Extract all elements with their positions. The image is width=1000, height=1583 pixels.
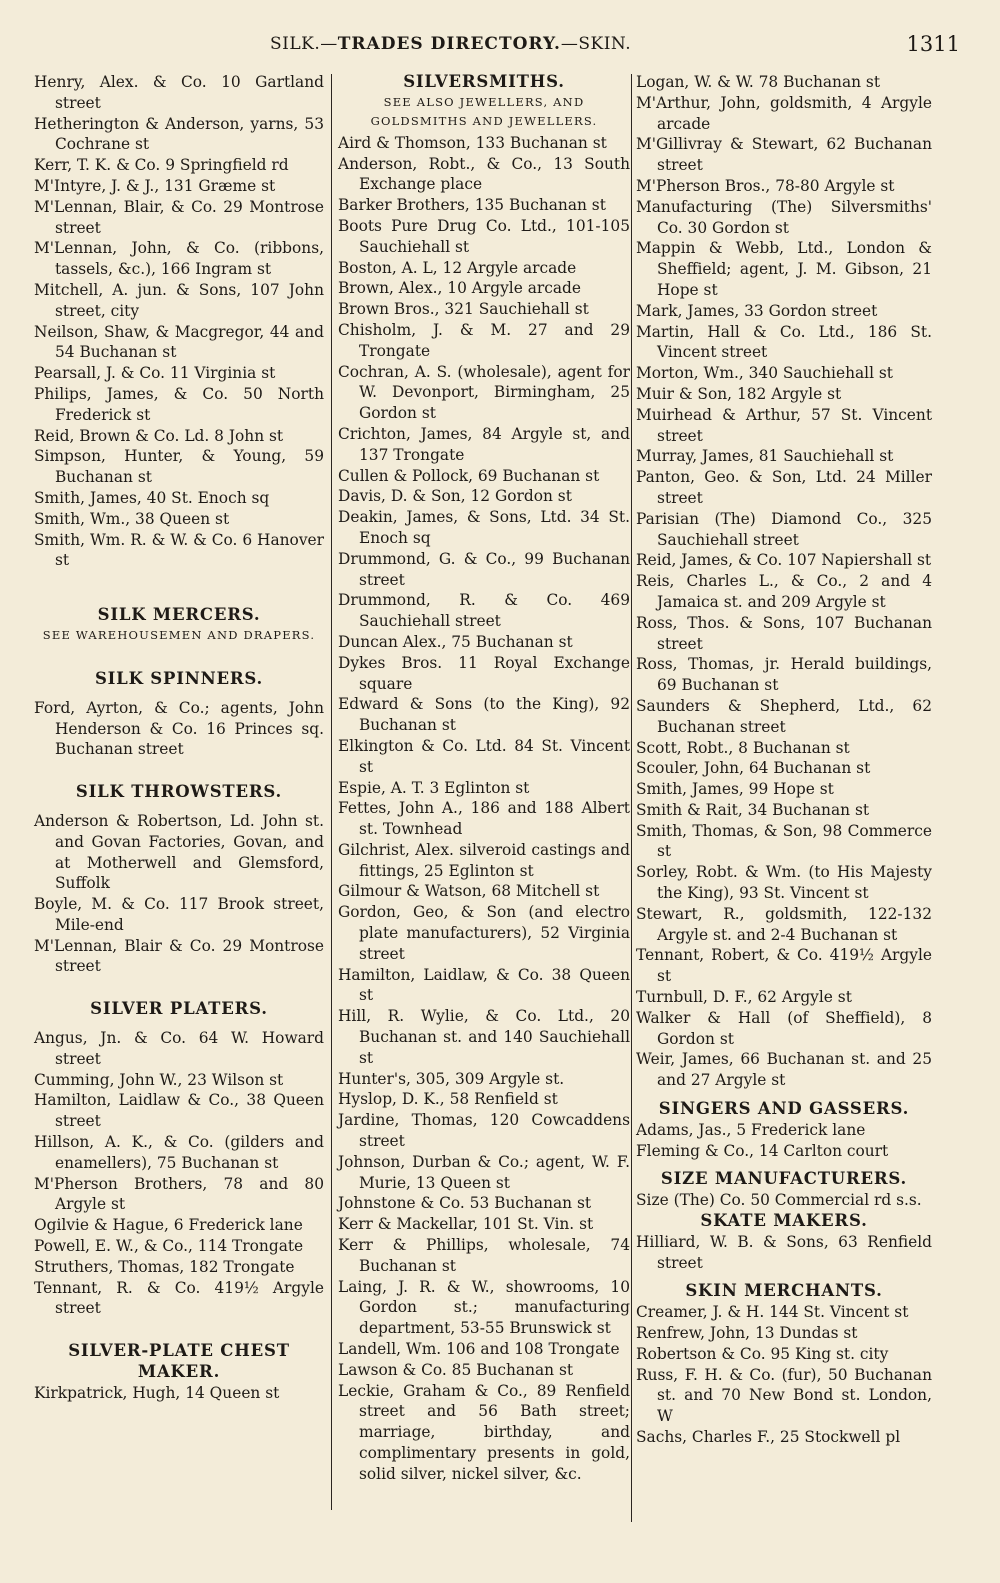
directory-entry: Chisholm, J. & M. 27 and 29 Trongate [338,320,630,360]
see-also-note: SEE ALSO JEWELLERS, AND GOLDSMITHS AND JEWELLERS. [370,94,598,128]
directory-entry: M'Gillivray & Stewart, 62 Buchanan street [636,135,932,175]
directory-entry: Robertson & Co. 95 King st. city [636,1344,889,1363]
directory-entry: Smith & Rait, 34 Buchanan st [636,800,870,819]
directory-entry: Mappin & Webb, Ltd., London & Sheffield; agent, J. M. Gibson, 21 Hope st [636,239,932,299]
silver-plate-chest-list [34,1383,324,1404]
directory-entry: Ogilvie & Hague, 6 Frederick lane [34,1216,303,1235]
directory-entry: Hunter's, 305, 309 Argyle st. [338,1069,565,1088]
directory-entry: Smith, James, 40 St. Enoch sq [34,488,270,507]
column-divider [631,74,632,1522]
directory-entry: Panton, Geo. & Son, Ltd. 24 Miller street [636,468,932,507]
directory-entry: Smith, James, 99 Hope st [636,780,834,799]
directory-entry: Fettes, John A., 186 and 188 Albert st. Townhead [338,799,630,839]
directory-entry: Boston, A. L, 12 Argyle arcade [338,258,577,277]
directory-entry: Duncan Alex., 75 Buchanan st [338,632,573,651]
directory-entry: Muir & Son, 182 Argyle st [636,384,842,403]
page-header [270,34,960,60]
directory-entry: Muirhead & Arthur, 57 St. Vincent street [636,405,932,445]
silk-continued-list [34,72,324,571]
directory-entry: Kirkpatrick, Hugh, 14 Queen st [34,1383,280,1402]
directory-entry: Hamilton, Laidlaw, & Co. 38 Queen st [338,965,630,1005]
directory-entry: Size (The) Co. 50 Commercial rd s.s. [636,1191,922,1210]
column-divider [331,74,332,1510]
silversmiths-continued-list [636,72,932,1091]
directory-entry: Edward & Sons (to the King), 92 Buchanan st [338,695,630,735]
directory-entry: Fleming & Co., 14 Carlton court [636,1141,889,1160]
directory-entry: Adams, Jas., 5 Frederick lane [636,1120,866,1139]
directory-entry: Dykes Bros. 11 Royal Exchange square [338,653,630,693]
directory-entry: Henry, Alex. & Co. 10 Gartland street [34,73,324,112]
directory-entry: Scouler, John, 64 Buchanan st [636,759,871,778]
directory-entry: Hillson, A. K., & Co. (gilders and enamellers), 75 Buchanan st [34,1133,324,1172]
directory-entry: Ford, Ayrton, & Co.; agents, John Henderson & Co. 16 Princes sq. Buchanan street [34,698,324,759]
directory-entry: Sorley, Robt. & Wm. (to His Majesty the King), 93 St. Vincent st [636,863,932,903]
directory-entry: Philips, James, & Co. 50 North Frederick st [34,384,324,424]
directory-entry: Ross, Thomas, jr. Herald buildings, 69 Buchanan st [636,655,932,695]
see-also-note: SEE WAREHOUSEMEN AND DRAPERS. [42,627,316,642]
directory-entry: Pearsall, J. & Co. 11 Virginia st [34,364,276,383]
column-2 [338,72,630,1485]
directory-entry: Kerr & Phillips, wholesale, 74 Buchanan st [338,1236,630,1275]
running-title-center: TRADES DIRECTORY. [337,34,561,54]
directory-entry: Tennant, R. & Co. 419½ Argyle street [34,1278,324,1318]
directory-entry: Elkington & Co. Ltd. 84 St. Vincent st [338,736,630,776]
directory-entry: Deakin, James, & Sons, Ltd. 34 St. Enoch sq [338,508,630,547]
directory-entry: M'Lennan, John, & Co. (ribbons, tassels, &c.), 166 Ingram st [34,239,324,279]
directory-entry: Powell, E. W., & Co., 114 Trongate [34,1237,304,1256]
directory-entry: Parisian (The) Diamond Co., 325 Sauchiehall street [636,509,932,549]
skate-list [636,1232,932,1274]
directory-entry: Stewart, R., goldsmith, 122-132 Argyle st. and 2-4 Buchanan st [636,904,932,944]
directory-entry: Anderson, Robt., & Co., 13 South Exchange place [338,154,630,194]
directory-entry: Smith, Wm., 38 Queen st [34,509,230,528]
directory-entry: Angus, Jn. & Co. 64 W. Howard street [34,1029,324,1068]
directory-entry: Smith, Wm. R. & W. & Co. 6 Hanover st [34,530,324,570]
directory-entry: Landell, Wm. 106 and 108 Trongate [338,1340,620,1359]
skin-list [636,1302,932,1448]
directory-entry: Neilson, Shaw, & Macgregor, 44 and 54 Buchanan st [34,322,324,362]
directory-entry: Kerr, T. K. & Co. 9 Springfield rd [34,156,289,175]
directory-entry: Kerr & Mackellar, 101 St. Vin. st [338,1215,594,1234]
directory-entry: Boots Pure Drug Co. Ltd., 101-105 Sauchiehall st [338,216,630,256]
directory-entry: Gilchrist, Alex. silveroid castings and fittings, 25 Eglinton st [338,840,630,880]
running-title-right: —SKIN. [560,34,632,54]
page-number: 1311 [906,32,960,56]
directory-entry: Mark, James, 33 Gordon street [636,301,878,320]
directory-entry: Anderson & Robertson, Ld. John st. and Govan Factories, Govan, and at Motherwell and Glemsford, Suffolk [34,811,324,893]
section-heading: SILVER PLATERS. [90,999,268,1019]
directory-entry: Gilmour & Watson, 68 Mitchell st [338,882,600,901]
directory-entry: M'Arthur, John, goldsmith, 4 Argyle arcade [636,93,932,133]
silversmiths-list [338,133,630,1485]
directory-entry: Brown, Alex., 10 Argyle arcade [338,279,582,298]
directory-entry: Johnson, Durban & Co.; agent, W. F. Murie, 13 Queen st [338,1152,630,1192]
column-1 [34,72,324,1404]
directory-entry: Ross, Thos. & Sons, 107 Buchanan street [636,613,932,653]
directory-entry: M'Lennan, Blair & Co. 29 Montrose street [34,936,324,976]
running-title [270,34,631,54]
section-heading: SILK SPINNERS. [94,668,264,688]
directory-entry: Walker & Hall (of Sheffield), 8 Gordon st [636,1008,932,1048]
directory-entry: Barker Brothers, 135 Buchanan st [338,196,606,215]
directory-entry: Reid, James, & Co. 107 Napiershall st [636,551,932,570]
directory-entry: Martin, Hall & Co. Ltd., 186 St. Vincent street [636,322,932,362]
directory-entry: M'Pherson Bros., 78-80 Argyle st [636,176,895,195]
directory-entry: Lawson & Co. 85 Buchanan st [338,1360,574,1379]
directory-entry: Aird & Thomson, 133 Buchanan st [338,133,607,152]
silk-spinners-list [34,698,324,760]
directory-entry: Leckie, Graham & Co., 89 Renfield street and 56 Bath street; marriage, birthday, and complimentary presents in gold, solid silver, nickel silver, &c. [338,1381,630,1483]
section-heading: SILK MERCERS. [97,605,261,625]
directory-entry: Laing, J. R. & W., showrooms, 10 Gordon st.; manufacturing department, 53-55 Brunswick st [338,1277,630,1338]
directory-entry: Cullen & Pollock, 69 Buchanan st [338,466,600,485]
directory-entry: Johnstone & Co. 53 Buchanan st [338,1194,592,1213]
section-heading: SILVER-PLATE CHEST MAKER. [68,1341,290,1382]
directory-entry: M'Pherson Brothers, 78 and 80 Argyle st [34,1174,324,1214]
directory-entry: Struthers, Thomas, 182 Trongate [34,1257,295,1276]
directory-entry: Russ, F. H. & Co. (fur), 50 Buchanan st. and 70 New Bond st. London, W [636,1365,932,1426]
directory-entry: Murray, James, 81 Sauchiehall st [636,447,894,466]
directory-entry: Mitchell, A. jun. & Sons, 107 John street, city [34,280,324,320]
directory-entry: Cochran, A. S. (wholesale), agent for W. Devonport, Birmingham, 25 Gordon st [338,362,630,423]
singers-list [636,1120,932,1162]
directory-entry: Creamer, J. & H. 144 St. Vincent st [636,1303,909,1322]
directory-entry: Espie, A. T. 3 Eglinton st [338,778,530,797]
directory-entry: Smith, Thomas, & Son, 98 Commerce st [636,821,932,861]
directory-entry: Gordon, Geo, & Son (and electro plate manufacturers), 52 Virginia street [338,903,630,963]
directory-entry: Sachs, Charles F., 25 Stockwell pl [636,1428,901,1446]
directory-entry: Drummond, G. & Co., 99 Buchanan street [338,549,630,589]
directory-entry: Logan, W. & W. 78 Buchanan st [636,73,881,91]
directory-entry: Crichton, James, 84 Argyle st, and 137 Trongate [338,424,630,464]
section-heading: SKATE MAKERS. [700,1211,868,1231]
directory-entry: Turnbull, D. F., 62 Argyle st [636,988,852,1007]
directory-entry: Hilliard, W. B. & Sons, 63 Renfield street [636,1232,932,1272]
silk-throwsters-list [34,811,324,977]
directory-entry: Weir, James, 66 Buchanan st. and 25 and 27 Argyle st [636,1050,932,1090]
silver-platers-list [34,1028,324,1319]
directory-entry: Renfrew, John, 13 Dundas st [636,1324,858,1343]
directory-entry: Hetherington & Anderson, yarns, 53 Cochrane st [34,114,324,154]
directory-entry: Tennant, Robert, & Co. 419½ Argyle st [636,946,932,986]
directory-entry: Saunders & Shepherd, Ltd., 62 Buchanan street [636,696,932,736]
directory-entry: Boyle, M. & Co. 117 Brook street, Mile-end [34,895,324,934]
running-title-left: SILK.— [270,34,338,54]
section-heading: SKIN MERCHANTS. [685,1281,883,1301]
directory-entry: Jardine, Thomas, 120 Cowcaddens street [338,1111,630,1151]
directory-entry: Hill, R. Wylie, & Co. Ltd., 20 Buchanan st. and 140 Sauchiehall st [338,1007,630,1067]
directory-entry: Morton, Wm., 340 Sauchiehall st [636,364,893,383]
directory-entry: Simpson, Hunter, & Young, 59 Buchanan st [34,447,324,487]
directory-entry: Brown Bros., 321 Sauchiehall st [338,300,589,319]
section-heading: SINGERS AND GASSERS. [658,1099,910,1119]
size-list [636,1190,932,1211]
directory-entry: Hamilton, Laidlaw & Co., 38 Queen street [34,1091,324,1131]
column-3 [636,72,932,1448]
section-heading: SILVERSMITHS. [403,72,565,91]
directory-entry: M'Lennan, Blair, & Co. 29 Montrose street [34,197,324,237]
directory-entry: Reid, Brown & Co. Ld. 8 John st [34,426,284,445]
section-heading: SIZE MANUFACTURERS. [660,1169,908,1189]
directory-entry: Hyslop, D. K., 58 Renfield st [338,1090,558,1109]
section-heading: SILK THROWSTERS. [75,782,283,802]
directory-entry: Cumming, John W., 23 Wilson st [34,1070,284,1089]
directory-entry: Scott, Robt., 8 Buchanan st [636,738,850,757]
directory-entry: M'Intyre, J. & J., 131 Græme st [34,176,276,195]
directory-entry: Reis, Charles L., & Co., 2 and 4 Jamaica st. and 209 Argyle st [636,572,932,611]
directory-entry: Davis, D. & Son, 12 Gordon st [338,487,572,506]
directory-entry: Manufacturing (The) Silversmiths' Co. 30 Gordon st [636,197,932,237]
directory-entry: Drummond, R. & Co. 469 Sauchiehall street [338,591,630,631]
